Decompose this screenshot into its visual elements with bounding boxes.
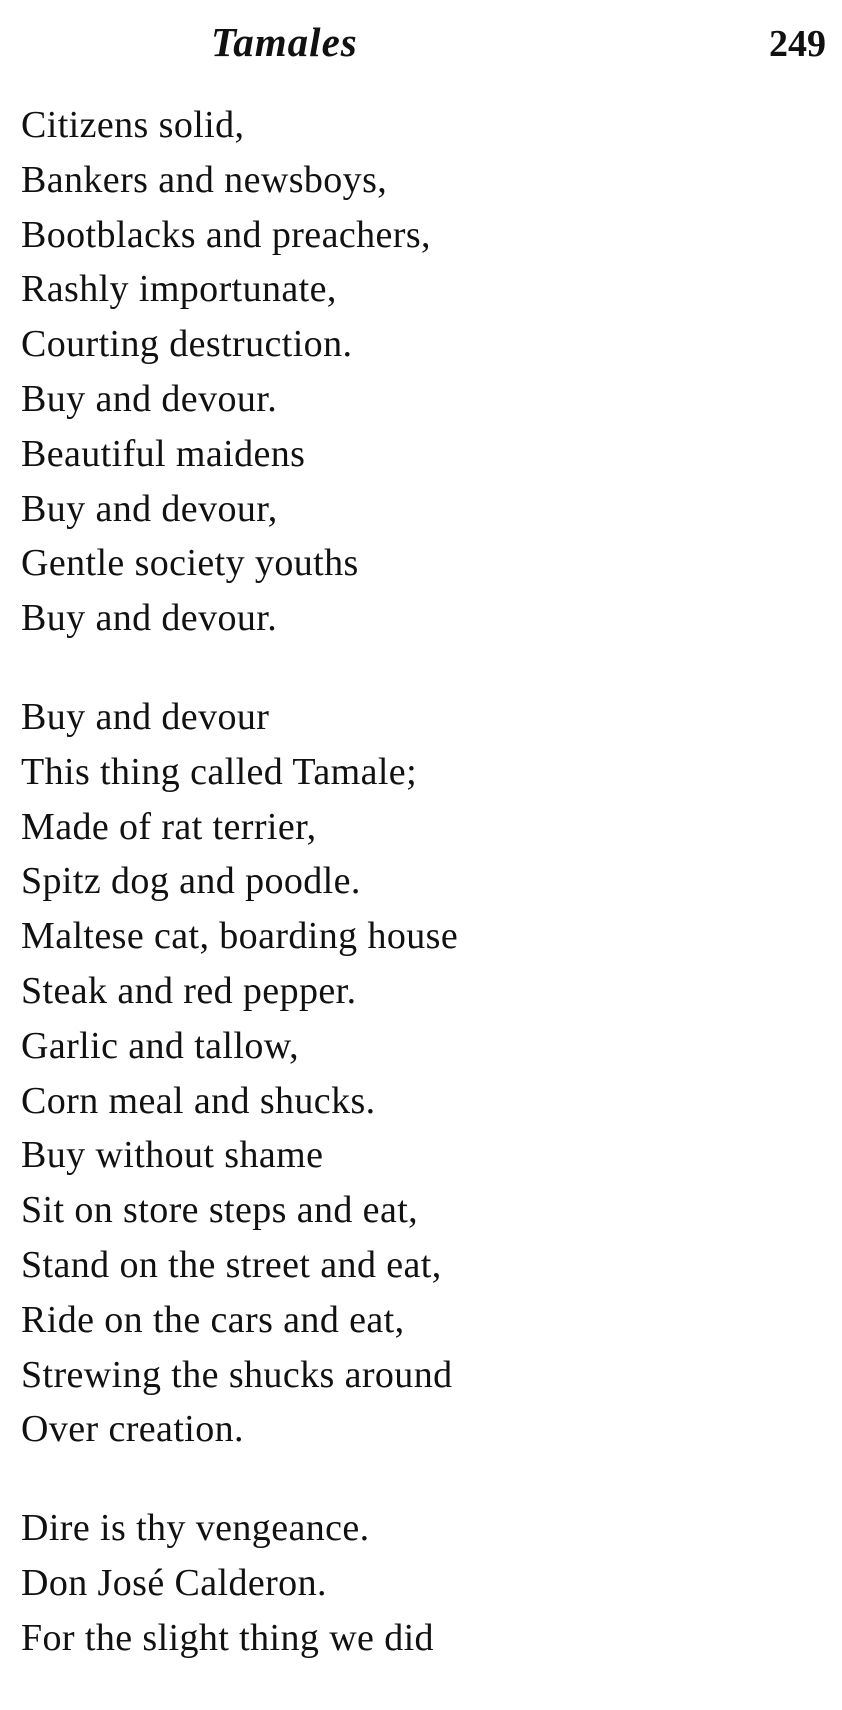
poem-line: Spitz dog and poodle. bbox=[21, 860, 361, 903]
poem-line: Buy without shame bbox=[21, 1134, 324, 1177]
poem-line: Corn meal and shucks. bbox=[21, 1079, 376, 1122]
stanza-3 bbox=[21, 1501, 821, 1665]
poem-line: Maltese cat, boarding house bbox=[21, 915, 459, 958]
poem-line: Buy and devour. bbox=[21, 377, 278, 420]
poem-line: Sit on store steps and eat, bbox=[21, 1189, 419, 1232]
running-title: Tamales bbox=[211, 19, 358, 65]
poem-line: Don José Calderon. bbox=[21, 1561, 327, 1604]
poem-line: Bankers and newsboys, bbox=[21, 158, 388, 201]
poem-line: Buy and devour bbox=[21, 695, 270, 738]
poem-line: Stand on the street and eat, bbox=[21, 1243, 442, 1286]
poem-line: Citizens solid, bbox=[21, 104, 245, 146]
page-number: 249 bbox=[769, 23, 826, 65]
poem-line: Courting destruction. bbox=[21, 323, 353, 366]
poem-line: Steak and red pepper. bbox=[21, 969, 357, 1012]
poem-line: Gentle society youths bbox=[21, 542, 359, 585]
poem-line: Bootblacks and preachers, bbox=[21, 213, 431, 256]
poem-line: Buy and devour. bbox=[21, 597, 278, 640]
poem bbox=[21, 98, 821, 1710]
poem-line: Rashly importunate, bbox=[21, 268, 337, 311]
poem-line: Garlic and tallow, bbox=[21, 1024, 300, 1067]
poem-line: Over creation. bbox=[21, 1408, 244, 1451]
poem-line: Beautiful maidens bbox=[21, 432, 306, 475]
poem-line: Dire is thy vengeance. bbox=[21, 1507, 370, 1550]
poem-line: Made of rat terrier, bbox=[21, 805, 317, 848]
stanza-2 bbox=[21, 690, 821, 1457]
poem-line: This thing called Tamale; bbox=[21, 750, 418, 793]
stanza-1 bbox=[21, 98, 821, 646]
poem-line: Buy and devour, bbox=[21, 487, 278, 530]
poem-line: Strewing the shucks around bbox=[21, 1353, 453, 1396]
poem-line: Ride on the cars and eat, bbox=[21, 1298, 405, 1341]
poem-line: For the slight thing we did bbox=[21, 1616, 434, 1659]
